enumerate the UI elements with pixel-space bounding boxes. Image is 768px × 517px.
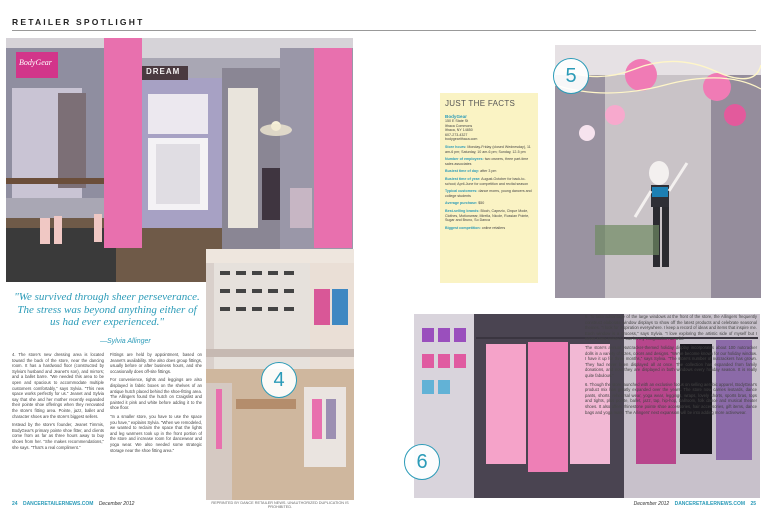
footer-date-right: December 2012 bbox=[633, 501, 670, 507]
facts-store-name: BodyGear bbox=[445, 114, 467, 119]
body-column-left bbox=[12, 352, 104, 497]
photo-store-interior bbox=[6, 38, 353, 282]
photo-marker-4: 4 bbox=[261, 362, 297, 398]
footer-site-right: DANCERETAILERNEWS.COM bbox=[674, 501, 746, 507]
section-label: RETAILER SPOTLIGHT bbox=[12, 17, 145, 27]
header-divider bbox=[12, 30, 756, 31]
facts-item bbox=[445, 226, 533, 231]
facts-item-label: Best-selling brands: bbox=[445, 208, 480, 213]
facts-item-value: Monday-Friday (closed Wednesday), 11 am-6 pm; Saturday, 10 am-6 pm; Sunday, 12-5 pm bbox=[445, 144, 531, 154]
body-paragraph: Fittings are held by appointment, based on Jeanet's availability. She also does group fittings, usually before or after business hours, and she occasionally does off-site fittings. bbox=[110, 352, 202, 374]
facts-item-value: dance moms, young dancers and college students bbox=[445, 189, 532, 198]
facts-item-value: Bloch, Capezio, Cirque Mode, Clothes, Motionwear, Mirella, Nicole, Russian Pointe, Sugar and Bruno, So Danca bbox=[445, 208, 530, 223]
just-the-facts-box bbox=[440, 93, 538, 283]
body-paragraph: 6. Though the store launched with an exclusive focus on selling aerobic apparel, BodyGear's product mix has greatly expanded over the years. The store now carries leotards, dance pants, shorts, rehearsal wear, yoga wear, leggings, wraps, lovely shorts, sports bras, tops and tights, plus pointe, ballet, jazz, tap, hip-hop, ballroom, folk dance and musical theater shoes. It also offers rhinestone pointe shoe accessories, hair accessories, gift items, dance bags and yoga mats. The Allingers' next expansion will be into adding more activewear. bbox=[585, 381, 757, 415]
pull-quote: "We survived through sheer perseverance. The stress was beyond anything either of us had ever experienced." bbox=[14, 291, 200, 328]
body-paragraph: 4. The store's new dressing area is located toward the back of the store, near the dancing room. It has a hardwood floor (constructed by Sylvia's husband and Jeanet's son), and mirrors; and a ballet barre. "We needed this area to be open and spacious to accommodate multiple customers comfortably," says Sylvia. "This new space works perfectly for us." Jeanet and Sylvia say that she and her mother recently expanded their pointe shoe offerings when they renovated the store's fitting area. Pointe, jazz, ballet and character shoes are the store's biggest sellers. bbox=[12, 352, 104, 419]
footer-center: REPRINTED BY DANCE RETAILER NEWS. UNAUTHORIZED DUPLICATION IS PROHIBITED. bbox=[211, 501, 349, 509]
dream-sign: DREAM bbox=[146, 67, 181, 76]
facts-phone: 607-273-4327 bbox=[445, 132, 468, 137]
body-paragraph: "In a smaller store, you have to use the space you have," explains Sylvia. "When we remodeled, we wanted to reclaim the space that the lights and leg warmers took up in the front portion of the store and increase room for dancewear and yoga wear. We also needed some strategic storage near the shoe fitting area." bbox=[110, 413, 202, 453]
photo-marker-6: 6 bbox=[404, 444, 440, 480]
store-sign: BodyGear bbox=[19, 58, 52, 67]
facts-item-label: Typical customers: bbox=[445, 189, 478, 194]
facts-item-label: Number of employees: bbox=[445, 157, 484, 162]
facts-item-label: Biggest competition: bbox=[445, 225, 481, 230]
facts-item bbox=[445, 145, 533, 154]
facts-item bbox=[445, 157, 533, 166]
body-paragraph: Instead by the store's founder, Jeanet Timmis, BodyGear's primary pointe shoe fitter, and clients come from as far as three hours away to buy shoes from her. "She makes recommendations," she says. "That's a real compliment." bbox=[12, 422, 104, 450]
facts-item-value: August-October for back-to-school; April-June for competition and recital season bbox=[445, 176, 529, 186]
facts-address-line: 150 E State St bbox=[445, 119, 469, 123]
footer-site-left: DANCERETAILERNEWS.COM bbox=[22, 501, 94, 507]
facts-item-label: Store hours: bbox=[445, 144, 467, 149]
body-paragraph: 5. To take advantage of the large windows at the front of the store, the Allingers frequently construct elaborate window displays to show off the latest products and celebrate seasonal themes. "I look for inspiration everywhere. I keep a record of ideas and items that inspire me. Each window is a process," says Sylvia. "I love exploring the artistic side of myself but I never knew existed. I can let my imagination run wild." bbox=[585, 314, 757, 342]
footer-left bbox=[12, 501, 134, 507]
facts-item-label: Busiest time of day: bbox=[445, 169, 480, 174]
facts-item-label: Busiest time of year: bbox=[445, 176, 481, 181]
facts-item bbox=[445, 169, 533, 174]
facts-title: JUST THE FACTS bbox=[445, 99, 516, 108]
page-number-right: 25 bbox=[750, 501, 756, 507]
footer-date-left: December 2012 bbox=[98, 501, 135, 507]
body-column-right bbox=[585, 314, 757, 498]
body-column-middle bbox=[110, 352, 202, 497]
facts-item-label: Average purchase: bbox=[445, 201, 478, 206]
page-number-left: 24 bbox=[12, 501, 18, 507]
facts-website: bodygearithaca.com bbox=[445, 137, 478, 142]
body-paragraph: For convenience, tights and leggings are also displayed in fabric boxes on the shelves of an antique hutch placed behind the shoe-fitting area. The Allingers found the hutch on Craigslist and painted it pink and white before adding it to the shoe floor. bbox=[110, 377, 202, 411]
facts-item bbox=[445, 177, 533, 186]
facts-item-value: online retailers bbox=[481, 225, 506, 230]
facts-address-line: Ithaca, NY 14850 bbox=[445, 128, 473, 133]
facts-item bbox=[445, 209, 533, 223]
facts-item-value: after 3 pm bbox=[480, 169, 497, 174]
facts-item-value: $50 bbox=[478, 201, 485, 206]
pull-quote-attribution: —Sylvia Allinger bbox=[100, 338, 151, 345]
facts-item bbox=[445, 201, 533, 206]
facts-item bbox=[445, 189, 533, 198]
facts-item-value: two owners, three part-time sales associates bbox=[445, 157, 529, 166]
body-paragraph: The store's annual Nutcracker-themed holiday display incorporates about 100 nutcracker dolls in a variety of sizes, colors and designs. "We've become known for our holiday window. I have it up for three months," says Sylvia. "The store's number of nutcrackers has grown. They had never been displayed all at once. The collection has expanded from family donations, and now they are displayed in both windows every holiday season. It is really quite fabulous." bbox=[585, 344, 757, 378]
photo-marker-5: 5 bbox=[553, 58, 589, 94]
footer-right bbox=[634, 501, 756, 507]
facts-address-line: Ithaca Commons bbox=[445, 123, 473, 128]
